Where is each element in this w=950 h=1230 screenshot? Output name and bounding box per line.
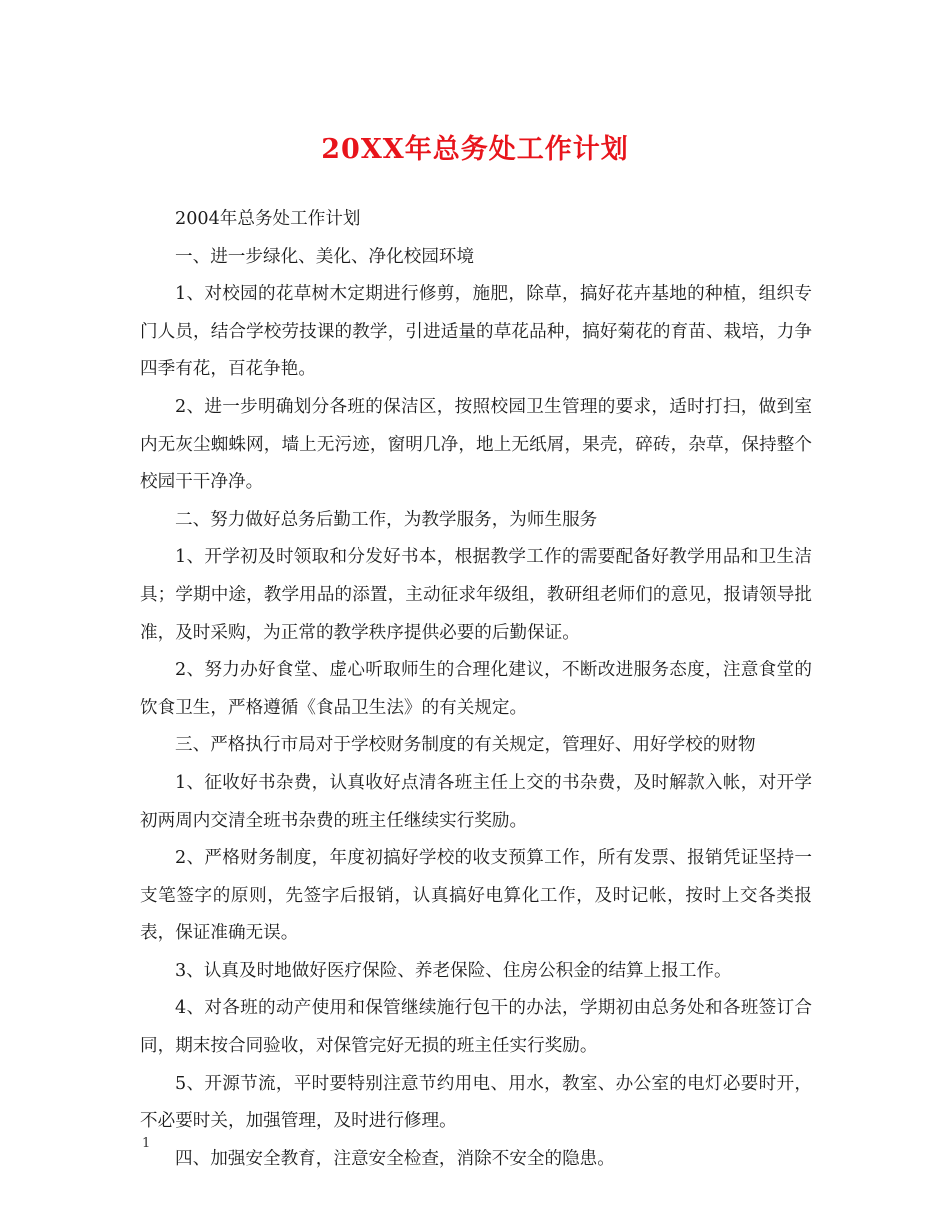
section-heading: 三、严格执行市局对于学校财务制度的有关规定，管理好、用好学校的财物 [175,735,756,756]
paragraph: 3、认真及时地做好医疗保险、养老保险、住房公积金的结算上报工作。 [175,960,732,981]
document-body [140,201,812,1178]
paragraph: 1、开学初及时领取和分发好书本，根据教学工作的需要配备好教学用品和卫生洁具；学期中途，教学用品的添置，主动征求年级组，教研组老师们的意见，报请领导批准，及时采购，为正常的教学秩序提供必要的后勤保证。 [140,547,812,643]
paragraph: 1、征收好书杂费，认真收好点清各班主任上交的书杂费，及时解款入帐，对开学初两周内交清全班书杂费的班主任继续实行奖励。 [140,772,812,831]
paragraph: 1、对校园的花草树木定期进行修剪，施肥，除草，搞好花卉基地的种植，组织专门人员，结合学校劳技课的教学，引进适量的草花品种，搞好菊花的育苗、栽培，力争四季有花，百花争艳。 [140,284,812,380]
page-number: 1 [142,1136,151,1151]
section-heading: 二、努力做好总务后勤工作，为教学服务，为师生服务 [175,509,598,530]
section-heading: 四、加强安全教育，注意安全检查，消除不安全的隐患。 [175,1148,615,1169]
paragraph: 2004年总务处工作计划 [175,209,361,229]
section-heading: 一、进一步绿化、美化、净化校园环境 [175,246,475,267]
paragraph: 2、努力办好食堂、虚心听取师生的合理化建议，不断改进服务态度，注意食堂的饮食卫生，严格遵循《食品卫生法》的有关规定。 [140,660,812,718]
paragraph: 5、开源节流，平时要特别注意节约用电、用水，教室、办公室的电灯必要时开，不必要时关，加强管理，及时进行修理。 [140,1073,812,1132]
paragraph: 4、对各班的动产使用和保管继续施行包干的办法，学期初由总务处和各班签订合同，期末按合同验收，对保管完好无损的班主任实行奖励。 [140,998,812,1057]
paragraph: 2、进一步明确划分各班的保洁区，按照校园卫生管理的要求，适时打扫，做到室内无灰尘蜘蛛网，墙上无污迹，窗明几净，地上无纸屑，果壳，碎砖，杂草，保持整个校园干干净净。 [140,396,812,493]
document-title: 20XX年总务处工作计划 [321,134,629,165]
paragraph: 2、严格财务制度，年度初搞好学校的收支预算工作，所有发票、报销凭证坚持一支笔签字的原则，先签字后报销，认真搞好电算化工作，及时记帐，按时上交各类报表，保证准确无误。 [140,848,812,944]
